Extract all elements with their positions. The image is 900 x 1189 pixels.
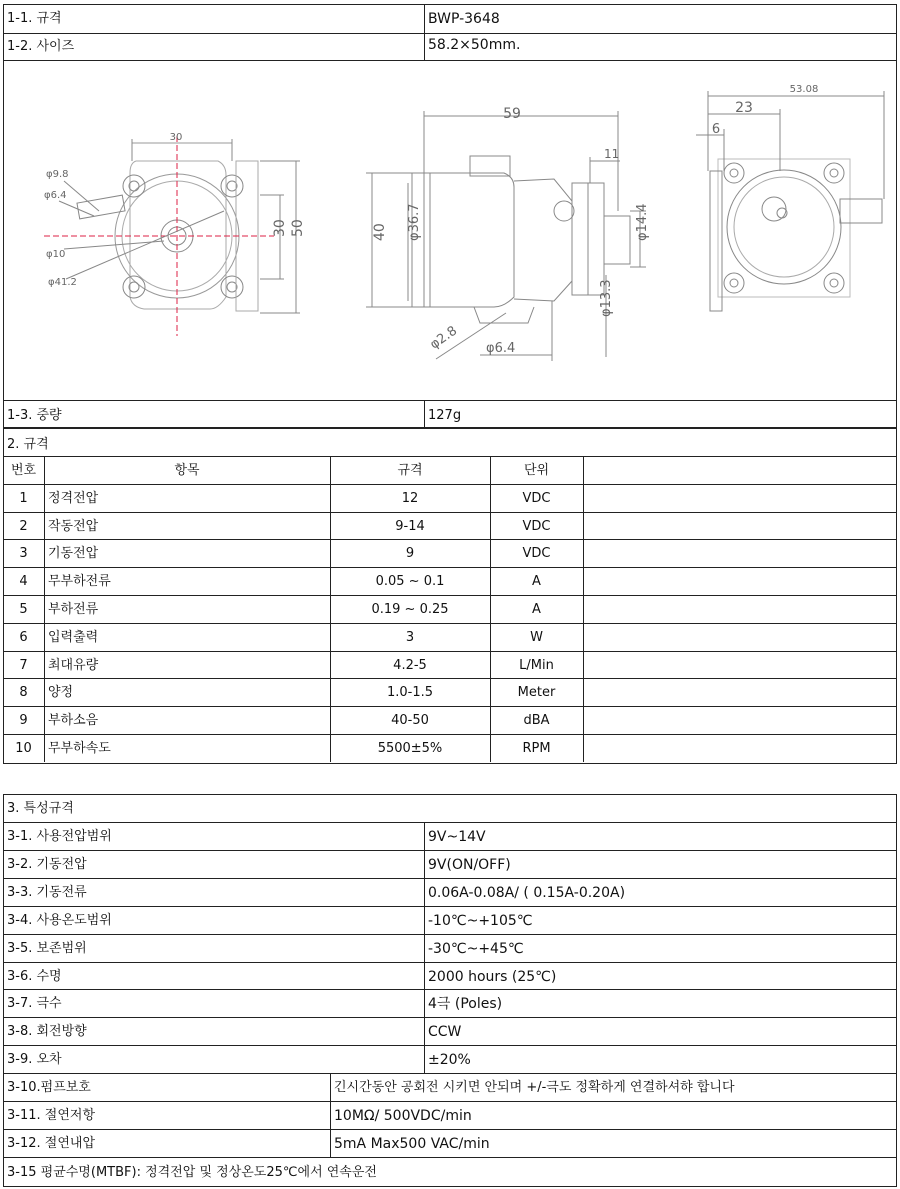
characteristic-label: 3-3. 기동전류	[7, 885, 87, 900]
table-cell: W	[530, 630, 543, 645]
column-divider	[330, 1129, 331, 1157]
back-view	[696, 91, 884, 311]
table-cell: 5500±5%	[377, 741, 443, 756]
spec-label: 1-1. 규격	[7, 11, 62, 26]
table-cell: A	[532, 602, 541, 617]
table-cell: 최대유량	[48, 658, 99, 673]
row-divider	[3, 734, 897, 735]
table-cell: 5	[19, 602, 28, 617]
table-cell: 부하소음	[48, 713, 99, 728]
row-divider	[3, 1157, 897, 1158]
column-divider	[424, 1017, 425, 1045]
characteristic-label: 3-7. 극수	[7, 996, 62, 1011]
table-cell: 정격전압	[48, 491, 99, 506]
table-cell: 9	[19, 713, 28, 728]
table-cell: 무부하전류	[48, 574, 111, 589]
row-divider	[3, 1017, 897, 1018]
table-cell: 3	[19, 546, 28, 561]
dim-label: 53.08	[789, 84, 819, 95]
characteristic-label: 3-9. 오차	[7, 1052, 62, 1067]
dim-label: 50	[290, 219, 306, 237]
dim-label: φ2.8	[427, 323, 461, 353]
divider	[3, 33, 897, 34]
column-divider	[424, 989, 425, 1017]
characteristic-value: 0.06A-0.08A/ ( 0.15A-0.20A)	[428, 885, 626, 901]
table-cell: 2	[19, 519, 28, 534]
column-divider	[330, 1073, 331, 1101]
characteristic-value: 10MΩ/ 500VDC/min	[334, 1108, 472, 1124]
dim-label: φ9.8	[46, 169, 69, 180]
column-divider	[583, 456, 584, 762]
characteristic-value: 5mA Max500 VAC/min	[334, 1136, 490, 1152]
table-cell: RPM	[522, 741, 551, 756]
characteristic-label: 3-11. 절연저항	[7, 1108, 96, 1123]
dim-label: 40	[372, 223, 388, 241]
table-cell: 40-50	[391, 713, 429, 728]
row-divider	[3, 623, 897, 624]
column-header: 규격	[397, 463, 423, 478]
characteristic-value: 4극 (Poles)	[428, 996, 503, 1012]
divider	[3, 400, 897, 401]
table-cell: 8	[19, 685, 28, 700]
table-cell: 7	[19, 658, 28, 673]
characteristic-label: 3-10.펌프보호	[7, 1080, 91, 1095]
row-divider	[3, 1045, 897, 1046]
column-divider	[424, 934, 425, 962]
table-cell: A	[532, 574, 541, 589]
row-divider	[3, 706, 897, 707]
column-header: 번호	[10, 463, 37, 478]
table-cell: Meter	[517, 685, 556, 700]
table-cell: 4	[19, 574, 28, 589]
characteristic-label: 3-1. 사용전압범위	[7, 829, 112, 844]
column-divider	[424, 822, 425, 850]
divider	[3, 456, 897, 457]
table-cell: 1	[19, 491, 28, 506]
characteristic-value: -10℃~+105℃	[428, 913, 533, 929]
column-divider	[424, 962, 425, 989]
table-cell: 10	[15, 741, 32, 756]
table-cell: VDC	[522, 546, 551, 561]
table-cell: 작동전압	[48, 519, 99, 534]
row-divider	[3, 989, 897, 990]
row-divider	[3, 651, 897, 652]
table-cell: 양정	[48, 685, 74, 700]
table-cell: 9	[405, 546, 415, 561]
characteristic-value: 2000 hours (25℃)	[428, 969, 557, 985]
dim-label: 30	[169, 132, 183, 143]
characteristic-value: 9V~14V	[428, 829, 486, 845]
drawing-dimension-labels	[44, 84, 818, 356]
dim-label: 6	[711, 122, 721, 137]
table-cell: 9-14	[395, 519, 425, 534]
dim-label: 11	[604, 147, 620, 161]
column-divider	[424, 1045, 425, 1073]
divider	[424, 400, 425, 428]
table-cell: VDC	[522, 519, 551, 534]
front-view	[44, 136, 300, 336]
table-cell: 부하전류	[48, 602, 99, 617]
dim-label: φ10	[46, 249, 66, 260]
table-cell: 기동전압	[48, 546, 99, 561]
row-divider	[3, 934, 897, 935]
row-divider	[3, 822, 897, 823]
characteristic-value: 긴시간동안 공회전 시키면 안되며 +/-극도 정확하게 연결하셔햐 합니다	[334, 1080, 735, 1095]
table-cell: 무부하속도	[48, 741, 111, 756]
dim-label: φ41.2	[48, 277, 77, 288]
characteristic-value: ±20%	[428, 1052, 471, 1068]
table-cell: 0.19 ~ 0.25	[371, 602, 449, 617]
row-divider	[3, 850, 897, 851]
spec-value: BWP-3648	[428, 11, 500, 27]
dim-label: φ36.7	[407, 203, 422, 241]
table-cell: 12	[401, 491, 419, 506]
weight-label: 1-3. 중량	[7, 408, 62, 423]
characteristic-label: 3-5. 보존범위	[7, 941, 87, 956]
row-divider	[3, 906, 897, 907]
dim-label: φ6.4	[486, 341, 516, 356]
pump-technical-drawing	[4, 61, 896, 400]
row-divider	[3, 512, 897, 513]
row-divider	[3, 595, 897, 596]
table-cell: 6	[19, 630, 28, 645]
column-header: 단위	[523, 463, 550, 478]
row-divider	[3, 567, 897, 568]
column-header: 항목	[174, 463, 200, 478]
size-label: 1-2. 사이즈	[7, 39, 75, 54]
table-cell: dBA	[523, 713, 550, 728]
row-divider	[3, 962, 897, 963]
table-cell: 1.0-1.5	[386, 685, 434, 700]
dim-label: 59	[503, 106, 521, 122]
column-divider	[424, 878, 425, 906]
section3-footer: 3-15 평균수명(MTBF): 정격전압 및 정상온도25℃에서 연속운전	[7, 1165, 377, 1180]
table-cell: 3	[405, 630, 415, 645]
row-divider	[3, 1101, 897, 1102]
table-cell: VDC	[522, 491, 551, 506]
characteristic-label: 3-4. 사용온도범위	[7, 913, 112, 928]
column-divider	[424, 850, 425, 878]
characteristic-label: 3-12. 절연내압	[7, 1136, 96, 1151]
section3-title: 3. 특성규격	[7, 801, 74, 816]
dim-label: 30	[272, 219, 288, 237]
weight-value: 127g	[428, 408, 462, 423]
row-divider	[3, 484, 897, 485]
column-divider	[424, 906, 425, 934]
table-cell: L/Min	[519, 658, 554, 673]
dim-label: φ14.4	[635, 203, 650, 241]
table-cell: 입력출력	[48, 630, 99, 645]
column-divider	[44, 456, 45, 762]
characteristic-label: 3-6. 수명	[7, 969, 62, 984]
dim-label: φ13.3	[599, 279, 614, 317]
characteristic-value: -30℃~+45℃	[428, 941, 524, 957]
size-value: 58.2×50mm.	[428, 37, 521, 53]
divider	[424, 4, 425, 61]
table-cell: 4.2-5	[393, 658, 427, 673]
characteristic-value: CCW	[428, 1024, 462, 1040]
dim-label: 23	[735, 100, 753, 116]
row-divider	[3, 678, 897, 679]
column-divider	[330, 1101, 331, 1129]
characteristic-label: 3-8. 회전방향	[7, 1024, 87, 1039]
characteristic-value: 9V(ON/OFF)	[428, 857, 511, 873]
dim-label: φ6.4	[44, 190, 67, 201]
row-divider	[3, 539, 897, 540]
characteristic-label: 3-2. 기동전압	[7, 857, 87, 872]
row-divider	[3, 1129, 897, 1130]
row-divider	[3, 878, 897, 879]
table-cell: 0.05 ~ 0.1	[375, 574, 445, 589]
section2-title: 2. 규격	[7, 437, 49, 452]
row-divider	[3, 1073, 897, 1074]
